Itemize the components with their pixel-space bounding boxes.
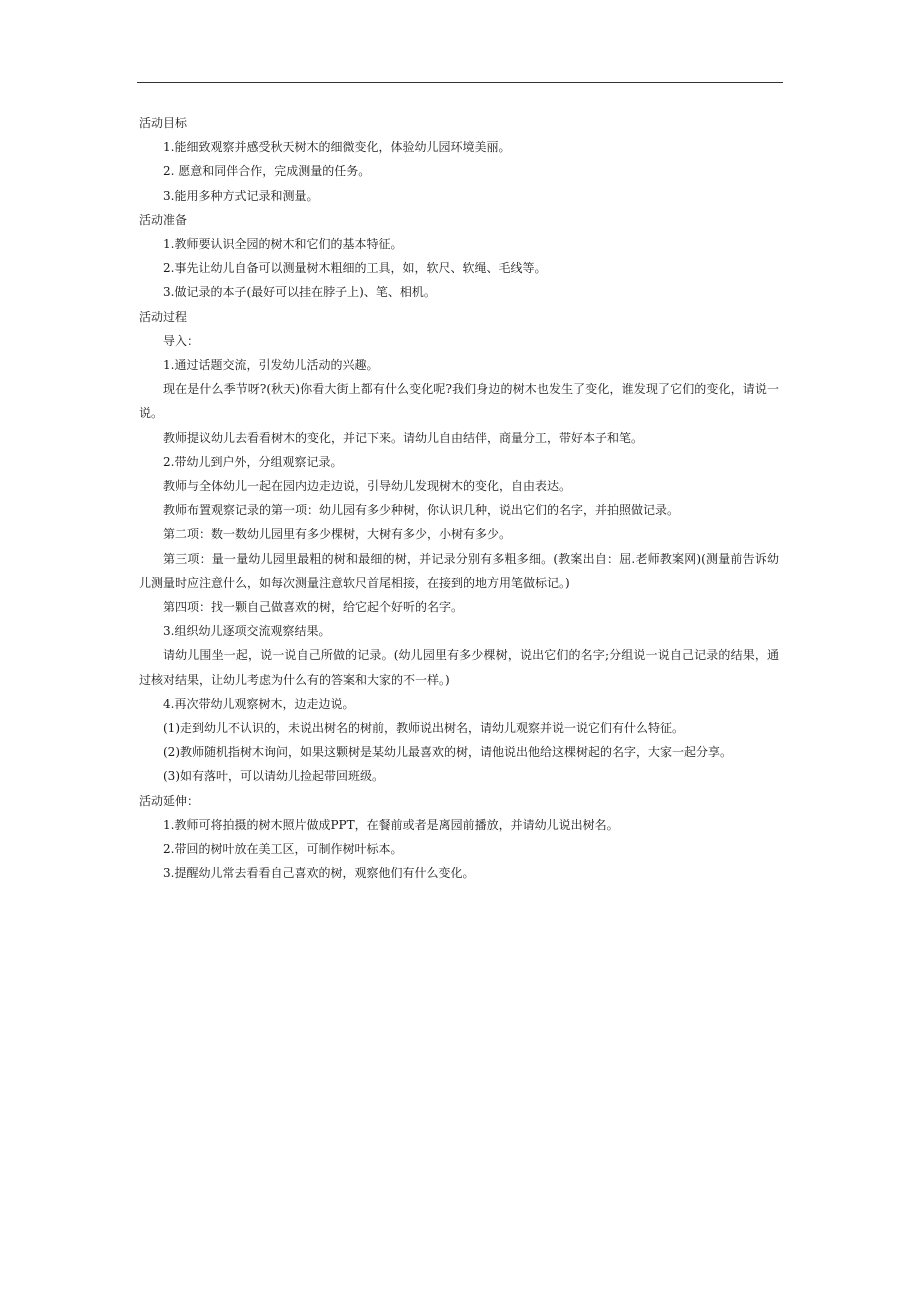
paragraph: 2.事先让幼儿自备可以测量树木粗细的工具，如，软尺、软绳、毛线等。 [163,261,547,276]
paragraph: 2.带回的树叶放在美工区，可制作树叶标本。 [163,842,403,857]
paragraph: 第二项：数一数幼儿园里有多少棵树，大树有多少，小树有多少。 [163,527,512,542]
paragraph: 1.通过话题交流，引发幼儿活动的兴趣。 [163,358,379,373]
paragraph: 1.能细致观察并感受秋天树木的细微变化，体验幼儿园环境美丽。 [163,140,511,155]
paragraph: 1.教师可将拍摄的树木照片做成PPT，在餐前或者是离园前播放，并请幼儿说出树名。 [163,817,619,832]
paragraph: 第三项：量一量幼儿园里最粗的树和最细的树，并记录分别有多粗多细。(教案出自：屈.老师教案网)(测量前告诉幼儿测量时应注意什么，如每次测量注意软尺首尾相接，在接到的地方用笔做标记。) [139,551,779,590]
paragraph: (1)走到幼儿不认识的，未说出树名的树前，教师说出树名，请幼儿观察并说一说它们有什么特征。 [163,721,685,736]
section-heading-goals: 活动目标 [139,116,188,130]
paragraph: 教师提议幼儿去看看树木的变化，并记下来。请幼儿自由结伴，商量分工，带好本子和笔。 [163,430,644,445]
paragraph: 教师布置观察记录的第一项：幼儿园有多少种树，你认识几种，说出它们的名字，并拍照做记录。 [163,503,680,518]
paragraph: 2.带幼儿到户外，分组观察记录。 [163,454,343,469]
paragraph: 3.做记录的本子(最好可以挂在脖子上)、笔、相机。 [163,285,436,300]
section-heading-preparation: 活动准备 [139,212,188,227]
document-body [139,111,779,886]
paragraph: 3.组织幼儿逐项交流观察结果。 [163,624,331,639]
section-heading-process: 活动过程 [139,309,188,324]
paragraph: (2)教师随机指树木询问，如果这颗树是某幼儿最喜欢的树，请他说出他给这棵树起的名字，大家一起分享。 [163,745,733,760]
paragraph: 请幼儿围坐一起，说一说自己所做的记录。(幼儿园里有多少棵树，说出它们的名字;分组说一说自己记录的结果，通过核对结果，让幼儿考虑为什么有的答案和大家的不一样。) [139,648,779,687]
paragraph: 3.能用多种方式记录和测量。 [163,188,319,203]
paragraph: (3)如有落叶，可以请幼儿捡起带回班级。 [163,769,384,784]
paragraph: 导入： [163,333,200,348]
paragraph: 2. 愿意和同伴合作，完成测量的任务。 [163,164,371,179]
paragraph: 现在是什么季节呀?(秋天)你看大街上都有什么变化呢?我们身边的树木也发生了变化，谁发现了它们的变化，请说一说。 [139,382,779,421]
paragraph: 3.提醒幼儿常去看看自己喜欢的树，观察他们有什么变化。 [163,866,475,881]
paragraph: 1.教师要认识全园的树木和它们的基本特征。 [163,237,403,252]
paragraph: 教师与全体幼儿一起在园内边走边说，引导幼儿发现树木的变化，自由表达。 [163,479,572,494]
paragraph: 第四项：找一颗自己做喜欢的树，给它起个好听的名字。 [163,600,464,615]
header-rule [137,82,783,83]
paragraph: 4.再次带幼儿观察树木，边走边说。 [163,696,355,711]
section-heading-extension: 活动延伸： [139,793,200,808]
